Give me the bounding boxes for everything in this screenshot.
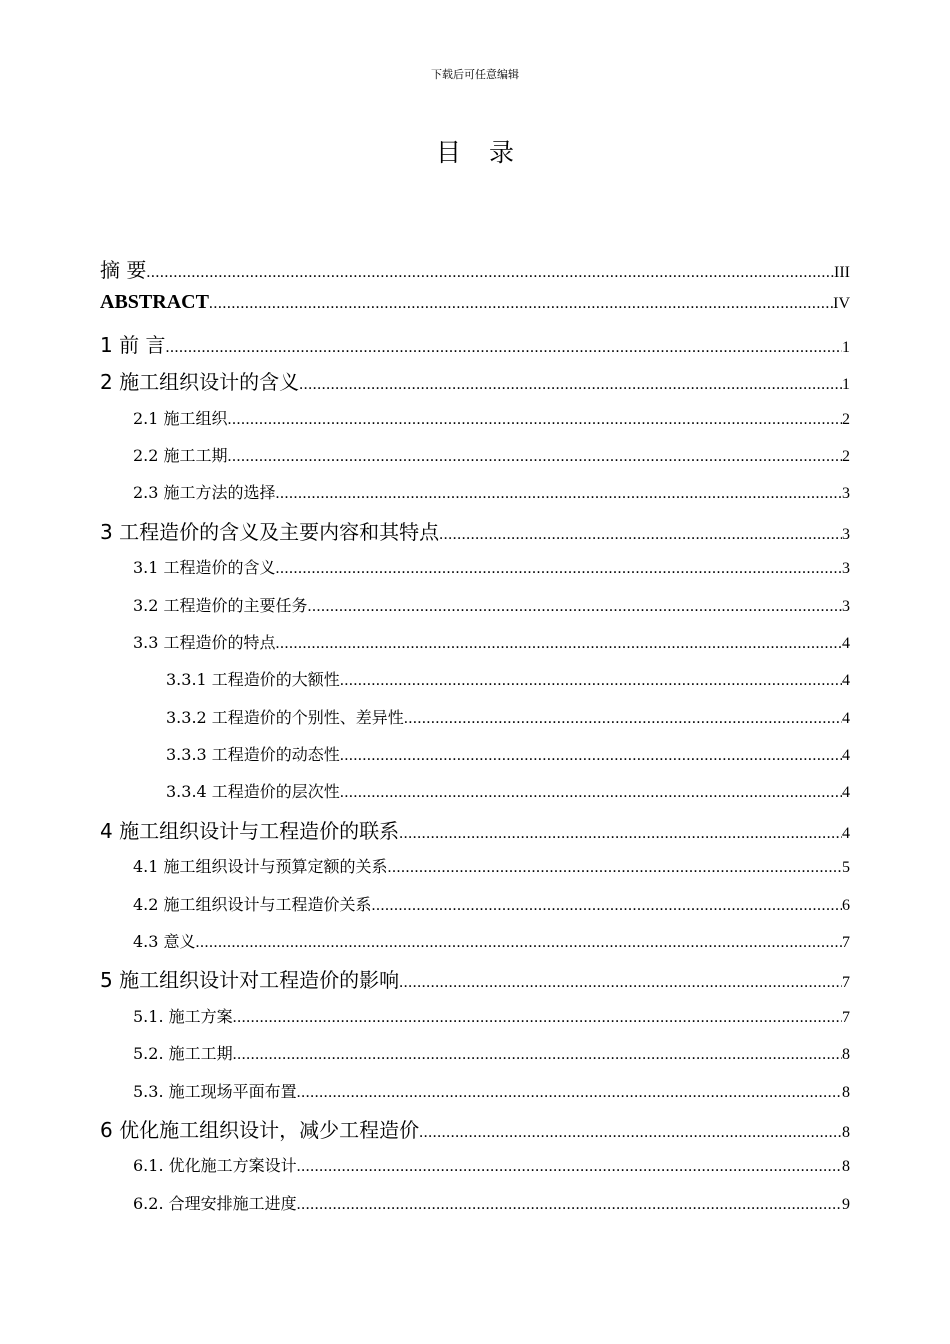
toc-entry-page-number: 8	[842, 1123, 850, 1141]
toc-entry[interactable]	[100, 809, 850, 846]
toc-leader-dots	[404, 710, 842, 728]
toc-entry-label: ABSTRACT	[100, 291, 209, 314]
toc-leader-dots	[233, 1009, 842, 1027]
page-header-note: 下载后可任意编辑	[431, 68, 519, 81]
toc-entry-page-number: 1	[842, 376, 850, 394]
toc-entry[interactable]	[100, 659, 850, 696]
toc-entry-page-number: 4	[842, 747, 850, 765]
toc-entry-page-number: 1	[842, 338, 850, 356]
toc-entry-label: 4.1 施工组织设计与预算定额的关系	[133, 857, 388, 877]
toc-entry-label: 3.3.1 工程造价的大额性	[166, 670, 340, 690]
toc-entry-page-number: 2	[842, 447, 850, 465]
toc-entry-label: 3.3.2 工程造价的个别性、差异性	[166, 707, 404, 727]
toc-entry-label: 2 施工组织设计的含义	[100, 370, 300, 395]
toc-entry[interactable]	[100, 1145, 850, 1182]
toc-entry[interactable]	[100, 398, 850, 435]
toc-entry-label: 1 前 言	[100, 332, 166, 357]
toc-entry-label: 6.2. 合理安排施工进度	[133, 1193, 297, 1213]
toc-entry-label: 3.3 工程造价的特点	[133, 632, 276, 652]
toc-leader-dots	[297, 1196, 842, 1214]
toc-entry-label: 3.2 工程造价的主要任务	[133, 595, 308, 615]
toc-entry-page-number: 8	[842, 1083, 850, 1101]
toc-entry[interactable]	[100, 1071, 850, 1108]
toc-entry-page-number: 6	[842, 896, 850, 914]
toc-entry-label: 5.2. 施工工期	[133, 1044, 233, 1064]
toc-entry[interactable]	[100, 472, 850, 509]
toc-entry-label: 2.1 施工组织	[133, 408, 228, 428]
toc-entry-label: 4.3 意义	[133, 932, 196, 952]
toc-entry[interactable]	[100, 921, 850, 958]
toc-entry[interactable]	[100, 697, 850, 734]
toc-entry-label: 6 优化施工组织设计，减少工程造价	[100, 1117, 420, 1142]
toc-entry-page-number: 7	[842, 974, 850, 992]
toc-entry[interactable]	[100, 360, 850, 397]
toc-entry-label: 2.2 施工工期	[133, 445, 228, 465]
toc-entry[interactable]	[100, 285, 850, 322]
toc-entry[interactable]	[100, 622, 850, 659]
toc-leader-dots	[196, 934, 842, 952]
toc-entry-label: 3.3.4 工程造价的层次性	[166, 782, 340, 802]
toc-leader-dots	[146, 264, 834, 282]
toc-leader-dots	[340, 672, 842, 690]
toc-leader-dots	[388, 859, 842, 877]
toc-leader-dots	[165, 339, 842, 357]
toc-entry-page-number: 2	[842, 410, 850, 428]
toc-leader-dots	[209, 295, 833, 313]
toc-leader-dots	[439, 526, 842, 544]
toc-entry-page-number: 4	[842, 672, 850, 690]
toc-leader-dots	[308, 598, 842, 616]
toc-entry-page-number: III	[834, 264, 850, 281]
toc-entry[interactable]	[100, 734, 850, 771]
toc-entry-page-number: IV	[833, 295, 850, 313]
toc-entry[interactable]	[100, 585, 850, 622]
toc-entry[interactable]	[100, 323, 850, 360]
toc-leader-dots	[419, 1124, 842, 1142]
toc-entry-label: 5 施工组织设计对工程造价的影响	[100, 968, 400, 993]
toc-entry-label: 5.3. 施工现场平面布置	[133, 1081, 297, 1101]
toc-entry-page-number: 5	[842, 859, 850, 877]
toc-entry-label: 4 施工组织设计与工程造价的联系	[100, 818, 400, 843]
toc-entry-label: 6.1. 优化施工方案设计	[133, 1156, 297, 1176]
toc-entry[interactable]	[100, 510, 850, 547]
toc-leader-dots	[340, 747, 842, 765]
toc-entry-page-number: 7	[842, 1008, 850, 1026]
toc-leader-dots	[399, 974, 842, 992]
toc-leader-dots	[297, 1158, 842, 1176]
toc-entry-label: 5.1. 施工方案	[133, 1006, 233, 1026]
toc-leader-dots	[233, 1046, 842, 1064]
toc-entry[interactable]	[100, 846, 850, 883]
toc-title: 目录	[435, 138, 542, 167]
toc-leader-dots	[276, 485, 842, 503]
toc-entry[interactable]	[100, 435, 850, 472]
toc-entry-label: 3 工程造价的含义及主要内容和其特点	[100, 519, 440, 544]
toc-entry[interactable]	[100, 1108, 850, 1145]
toc-entry-label: 3.1 工程造价的含义	[133, 558, 276, 578]
toc-leader-dots	[299, 376, 842, 394]
toc-entry-page-number: 4	[842, 824, 850, 842]
toc-entry-label: 3.3.3 工程造价的动态性	[166, 745, 340, 765]
toc-entry-page-number: 4	[842, 709, 850, 727]
toc-entry[interactable]	[100, 771, 850, 808]
table-of-contents	[100, 248, 850, 1220]
toc-leader-dots	[340, 784, 842, 802]
toc-entry-page-number: 3	[842, 597, 850, 615]
toc-entry[interactable]	[100, 1033, 850, 1070]
toc-leader-dots	[228, 411, 842, 429]
toc-entry-label: 4.2 施工组织设计与工程造价关系	[133, 894, 372, 914]
toc-leader-dots	[276, 560, 842, 578]
toc-entry-page-number: 3	[842, 485, 850, 503]
toc-entry-page-number: 8	[842, 1158, 850, 1176]
toc-leader-dots	[399, 825, 842, 843]
toc-entry-page-number: 7	[842, 934, 850, 952]
toc-entry-page-number: 9	[842, 1195, 850, 1213]
toc-leader-dots	[228, 448, 842, 466]
toc-entry[interactable]	[100, 547, 850, 584]
toc-entry-page-number: 3	[842, 525, 850, 543]
toc-entry-page-number: 8	[842, 1046, 850, 1064]
toc-entry[interactable]	[100, 248, 850, 285]
toc-entry-page-number: 3	[842, 560, 850, 578]
toc-entry[interactable]	[100, 996, 850, 1033]
toc-entry[interactable]	[100, 884, 850, 921]
toc-entry-page-number: 4	[842, 784, 850, 802]
toc-entry-page-number: 4	[842, 634, 850, 652]
toc-leader-dots	[297, 1084, 842, 1102]
toc-entry-label: 2.3 施工方法的选择	[133, 483, 276, 503]
toc-entry[interactable]	[100, 958, 850, 995]
toc-entry-label: 摘 要	[100, 258, 147, 282]
toc-entry[interactable]	[100, 1183, 850, 1220]
toc-leader-dots	[372, 897, 842, 915]
toc-leader-dots	[276, 635, 842, 653]
